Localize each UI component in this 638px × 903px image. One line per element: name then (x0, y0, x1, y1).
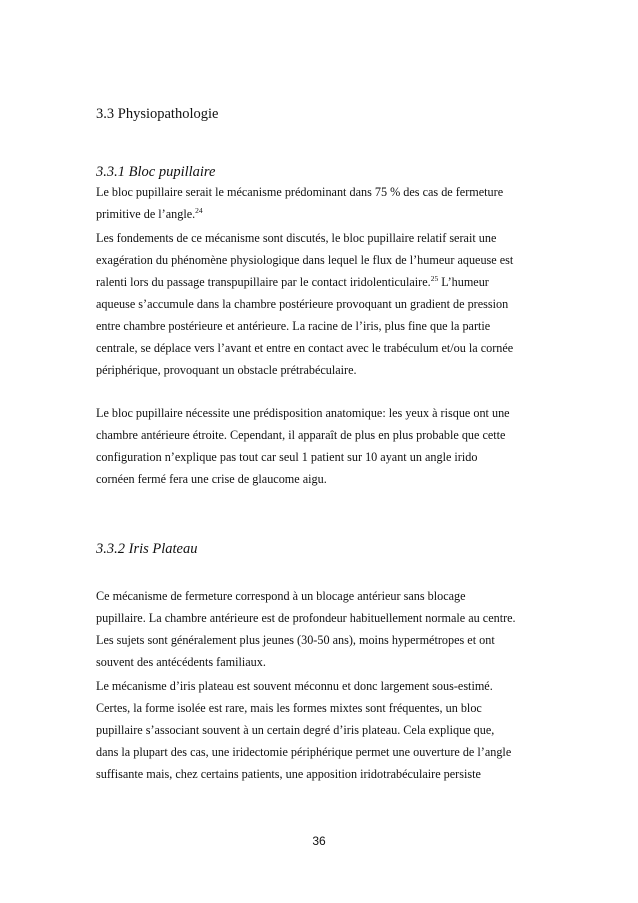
page-number: 36 (312, 834, 326, 848)
line-text: ralenti lors du passage transpupillaire par le contact iridolenticulaire. (96, 275, 431, 289)
text-line (96, 271, 556, 293)
line-text: chambre antérieure étroite. Cependant, il apparaît de plus en plus probable que cette (96, 428, 506, 442)
text-line (96, 468, 556, 490)
line-text: dans la plupart des cas, une iridectomie périphérique permet une ouverture de l’angle (96, 745, 512, 759)
line-text: pupillaire. La chambre antérieure est de profondeur habituellement normale au centre. (96, 611, 516, 625)
text-line (96, 402, 556, 424)
paragraph (96, 402, 556, 490)
line-text: Certes, la forme isolée est rare, mais les formes mixtes sont fréquentes, un bloc (96, 701, 482, 715)
line-text: Les sujets sont généralement plus jeunes (30-50 ans), moins hypermétropes et ont (96, 633, 495, 647)
text-line (96, 359, 556, 381)
text-line (96, 203, 556, 225)
text-line (96, 337, 556, 359)
text-line (96, 249, 556, 271)
text-line (96, 446, 556, 468)
paragraph (96, 585, 556, 673)
paragraph (96, 181, 556, 225)
line-text-continued: L’humeur (438, 275, 489, 289)
line-text: Les fondements de ce mécanisme sont discutés, le bloc pupillaire relatif serait une (96, 231, 497, 245)
paragraph (96, 675, 556, 785)
text-line (96, 697, 556, 719)
line-text: exagération du phénomène physiologique dans lequel le flux de l’humeur aqueuse est (96, 253, 514, 267)
text-line (96, 227, 556, 249)
footnote-reference: 24 (195, 206, 203, 215)
text-line (96, 651, 556, 673)
subsection-heading-iris-plateau: 3.3.2 Iris Plateau (96, 541, 198, 557)
line-text: Le bloc pupillaire serait le mécanisme prédominant dans 75 % des cas de fermeture (96, 185, 504, 199)
line-text: Le bloc pupillaire nécessite une prédisposition anatomique: les yeux à risque ont une (96, 406, 510, 420)
text-line (96, 741, 556, 763)
text-line (96, 675, 556, 697)
line-text: Ce mécanisme de fermeture correspond à un blocage antérieur sans blocage (96, 589, 466, 603)
text-line (96, 719, 556, 741)
paragraph (96, 227, 556, 381)
line-text: suffisante mais, chez certains patients, une apposition iridotrabéculaire persiste (96, 767, 481, 781)
text-line (96, 181, 556, 203)
line-text: aqueuse s’accumule dans la chambre postérieure provoquant un gradient de pression (96, 297, 509, 311)
line-text: cornéen fermé fera une crise de glaucome aigu. (96, 472, 327, 486)
line-text: périphérique, provoquant un obstacle prétrabéculaire. (96, 363, 357, 377)
line-text: pupillaire s’associant souvent à un certain degré d’iris plateau. Cela explique que, (96, 723, 495, 737)
line-text: centrale, se déplace vers l’avant et entre en contact avec le trabéculum et/ou la cornée (96, 341, 514, 355)
line-text: Le mécanisme d’iris plateau est souvent méconnu et donc largement sous-estimé. (96, 679, 493, 693)
subsection-heading-bloc-pupillaire: 3.3.1 Bloc pupillaire (96, 164, 216, 180)
text-line (96, 424, 556, 446)
line-text: primitive de l’angle. (96, 207, 196, 221)
text-line (96, 607, 556, 629)
line-text: configuration n’explique pas tout car seul 1 patient sur 10 ayant un angle irido (96, 450, 478, 464)
section-heading: 3.3 Physiopathologie (96, 106, 219, 122)
line-text: souvent des antécédents familiaux. (96, 655, 266, 669)
text-line (96, 293, 556, 315)
text-line (96, 585, 556, 607)
text-line (96, 315, 556, 337)
line-text: entre chambre postérieure et antérieure. La racine de l’iris, plus fine que la partie (96, 319, 491, 333)
text-line (96, 763, 556, 785)
footnote-reference: 25 (430, 274, 439, 283)
text-line (96, 629, 556, 651)
